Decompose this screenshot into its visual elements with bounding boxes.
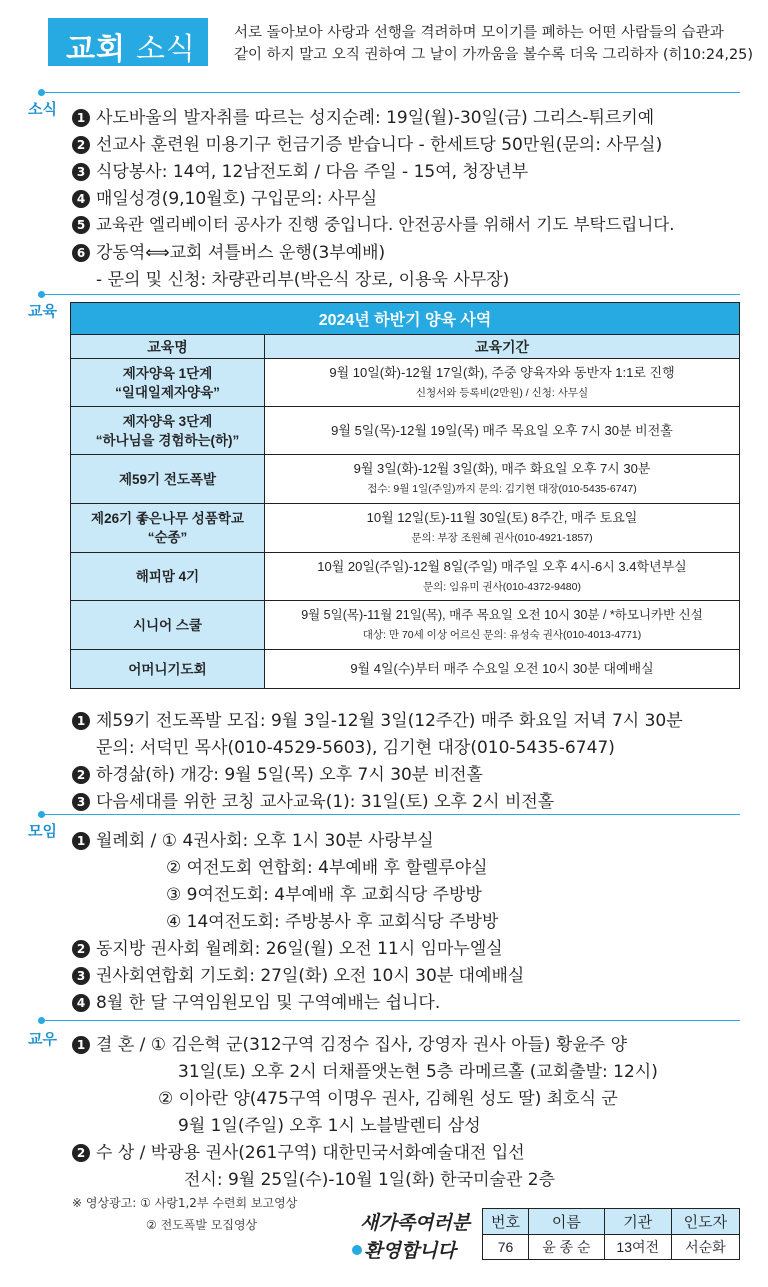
number-badge: 1 [72, 109, 90, 127]
column-header: 번호 [483, 1209, 529, 1235]
course-period [265, 407, 740, 455]
column-header: 인도자 [671, 1209, 739, 1235]
course-period-line: 9월 5일(목)-12월 19일(목) 매주 목요일 오후 7시 30분 비전홀 [331, 422, 673, 438]
course-name-line: 해피맘 4기 [135, 569, 200, 584]
number-badge: 3 [72, 163, 90, 181]
table-row [71, 504, 740, 553]
meeting-item-text: 8월 한 달 구역임원모임 및 구역예배는 쉽니다. [96, 993, 441, 1013]
wedding-2-detail: 9월 1일(주일) 오후 1시 노블발렌티 삼성 [178, 1116, 481, 1136]
table-cell: 서순화 [671, 1235, 739, 1260]
section-divider [40, 1020, 740, 1021]
table-cell: 윤 종 순 [529, 1235, 605, 1260]
course-period-note: 문의: 부장 조원혜 권사(010-4921-1857) [411, 532, 593, 544]
heart-icon [352, 1245, 362, 1255]
number-badge: 6 [72, 244, 90, 262]
column-header: 이름 [529, 1209, 605, 1235]
course-name [71, 553, 265, 601]
news-item-text: 교육관 엘리베이터 공사가 진행 중입니다. 안전공사를 위해서 기도 부탁드립니다. [96, 215, 675, 234]
verse-line-2: 같이 하지 말고 오직 권하여 그 날이 가까움을 볼수록 더욱 그리하자 (히10:24,25) [234, 47, 754, 63]
table-row [71, 407, 740, 455]
meeting-item-2 [72, 934, 503, 959]
course-period [265, 504, 740, 553]
course-period-note: 대상: 만 70세 이상 어르신 문의: 유성숙 권사(010-4013-4771) [362, 629, 642, 641]
course-name-line: “순종” [147, 530, 188, 545]
news-item-2 [72, 130, 662, 155]
course-name-line: 제59기 전도폭발 [118, 471, 216, 487]
course-period-note: 신청서와 등록비(2만원) / 신청: 사무실 [415, 386, 589, 399]
wedding-1-detail: 31일(토) 오후 2시 더채플앳논현 5층 라메르홀 (교회출발: 12시) [178, 1062, 658, 1082]
table-row [483, 1235, 740, 1260]
course-period [265, 601, 740, 650]
wedding-1 [72, 1030, 627, 1055]
number-badge: 4 [72, 994, 90, 1012]
education-item-2 [72, 760, 483, 785]
news-item-text: 강동역⟺교회 셔틀버스 운행(3부예배) [96, 243, 386, 263]
table-row [71, 553, 740, 601]
news-item-6-sub: - 문의 및 신청: 차량관리부(박은식 장로, 이용욱 사무장) [96, 270, 510, 290]
course-name [71, 407, 265, 455]
newcomer-table [482, 1208, 740, 1260]
number-badge: 1 [72, 712, 90, 730]
meeting-item-text: 동지방 권사회 월례회: 26일(월) 오전 11시 임마누엘실 [96, 939, 503, 959]
section-label-education: 교육 [28, 302, 57, 320]
meeting-item-1-sub: ③ 9여전도회: 4부예배 후 교회식당 주방방 [166, 885, 482, 905]
verse-line-1: 서로 돌아보아 사랑과 선행을 격려하며 모이기를 폐하는 어떤 사람들의 습관과 [234, 25, 724, 41]
education-item-1-sub: 문의: 서덕민 목사(010-4529-5603), 김기현 대장(010-5435-6747) [96, 738, 615, 758]
award-text: 수 상 / 박광용 권사(261구역) 대한민국서화예술대전 입선 [96, 1143, 525, 1163]
meeting-item-4 [72, 988, 440, 1013]
course-period-note: 문의: 임유미 권사(010-4372-9480) [423, 580, 581, 593]
news-item-text: 식당봉사: 14여, 12남전도회 / 다음 주일 - 15여, 청장년부 [96, 162, 529, 182]
meeting-item-1-sub: ④ 14여전도회: 주방봉사 후 교회식당 주방방 [166, 912, 499, 932]
column-header: 기관 [604, 1209, 671, 1235]
section-label-fellowship: 교우 [28, 1030, 57, 1048]
number-badge: 1 [72, 1036, 90, 1054]
table-row [71, 601, 740, 650]
news-item-5 [72, 211, 674, 235]
course-period [265, 359, 740, 407]
section-divider [40, 294, 740, 295]
course-name-line: 제26기 좋은나무 성품학교 [91, 511, 244, 526]
column-header-period: 교육기간 [265, 335, 740, 359]
table-cell: 13여전 [604, 1235, 671, 1260]
course-name-line: 시니어 스쿨 [133, 617, 202, 633]
course-period-line: 9월 5일(목)-11월 21일(목), 매주 목요일 오전 10시 30분 / *하모니카반 신설 [301, 608, 703, 622]
course-period-line: 9월 10일(화)-12월 17일(화), 주중 양육자와 동반자 1:1로 진행 [329, 364, 675, 380]
number-badge: 5 [72, 216, 90, 234]
course-name-line: 제자양육 3단계 [122, 413, 213, 429]
news-item-3 [72, 157, 528, 182]
course-period [265, 455, 740, 504]
course-period [265, 650, 740, 689]
news-item-4 [72, 184, 377, 209]
news-item-6 [72, 238, 385, 263]
header-title-badge [48, 18, 208, 66]
wedding-text: 결 혼 / ① 김은혁 군(312구역 김정수 집사, 강영자 권사 아들) 황윤주 양 [96, 1035, 628, 1055]
number-badge: 2 [72, 1144, 90, 1162]
number-badge: 3 [72, 793, 90, 811]
number-badge: 4 [72, 190, 90, 208]
video-ad-note: ※ 영상광고: ① 사랑1,2부 수련회 보고영상 [72, 1196, 298, 1210]
course-name-line: “일대일제자양육” [115, 384, 220, 400]
table-row [71, 455, 740, 504]
meeting-item-text: 권사회연합회 기도회: 27일(화) 오전 10시 30분 대예배실 [96, 966, 525, 986]
news-item-1 [72, 103, 654, 128]
header-verse [234, 22, 754, 66]
education-item-3 [72, 787, 554, 812]
meeting-item-1-sub: ② 여전도회 연합회: 4부예배 후 할렐루야실 [166, 858, 488, 878]
number-badge: 2 [72, 136, 90, 154]
education-item-text: 제59기 전도폭발 모집: 9월 3일-12월 3일(12주간) 매주 화요일 저녁 7시 30분 [96, 711, 683, 731]
section-label-meetings: 모임 [28, 822, 57, 840]
section-label-news: 소식 [28, 100, 57, 118]
course-period-line: 9월 3일(화)-12월 3일(화), 매주 화요일 오후 7시 30분 [353, 461, 651, 476]
course-period-line: 10월 12일(토)-11월 30일(토) 8주간, 매주 토요일 [366, 510, 638, 525]
course-name-line: “하나님을 경험하는(하)” [95, 432, 240, 448]
course-name [71, 650, 265, 689]
welcome-text-2-label: 환영합니다 [364, 1240, 456, 1262]
wedding-2: ② 이아란 양(475구역 이명우 권사, 김혜원 성도 딸) 최호식 군 [158, 1089, 618, 1109]
news-item-text: 매일성경(9,10월호) 구입문의: 사무실 [96, 189, 378, 209]
column-header-name: 교육명 [71, 335, 265, 359]
course-name [71, 504, 265, 553]
meeting-item-3 [72, 961, 524, 986]
course-period-note: 접수: 9월 1일(주일)까지 문의: 김기현 대장(010-5435-6747) [367, 483, 637, 495]
course-name [71, 601, 265, 650]
education-table [70, 302, 740, 689]
education-item-1 [72, 706, 683, 731]
header-title-bold: 교회 [66, 32, 126, 67]
news-item-text: 선교사 훈련원 미용기구 헌금기증 받습니다 - 한세트당 50만원(문의: 사무실) [96, 135, 663, 155]
section-divider [40, 814, 740, 815]
course-name-line: 어머니기도회 [128, 661, 207, 677]
table-cell: 76 [483, 1235, 529, 1260]
header-title-light: 소식 [136, 32, 196, 67]
course-period-line: 10월 20일(주일)-12월 8일(주일) 매주일 오후 4시-6시 3.4학년부실 [317, 558, 687, 574]
meeting-item-1 [72, 826, 434, 851]
number-badge: 2 [72, 766, 90, 784]
course-period [265, 553, 740, 601]
education-table-title: 2024년 하반기 양육 사역 [71, 303, 740, 335]
number-badge: 1 [72, 832, 90, 850]
video-ad-note-2: ② 전도폭발 모집영상 [146, 1218, 258, 1232]
welcome-text-2 [352, 1236, 456, 1263]
education-item-text: 다음세대를 위한 코칭 교사교육(1): 31일(토) 오후 2시 비전홀 [96, 792, 555, 812]
number-badge: 2 [72, 940, 90, 958]
meeting-item-text: 월례회 / ① 4권사회: 오후 1시 30분 사랑부실 [96, 831, 434, 851]
table-row [71, 650, 740, 689]
education-item-text: 하경삶(하) 개강: 9월 5일(목) 오후 7시 30분 비전홀 [96, 765, 483, 785]
course-name [71, 359, 265, 407]
welcome-text-1: 새가족여러분 [360, 1212, 471, 1234]
award-detail: 전시: 9월 25일(수)-10월 1일(화) 한국미술관 2층 [184, 1170, 556, 1190]
course-name [71, 455, 265, 504]
news-item-text: 사도바울의 발자취를 따르는 성지순례: 19일(월)-30일(금) 그리스-튀르키예 [96, 108, 655, 128]
course-name-line: 제자양육 1단계 [122, 365, 213, 381]
number-badge: 3 [72, 967, 90, 985]
award [72, 1138, 525, 1163]
course-period-line: 9월 4일(수)부터 매주 수요일 오전 10시 30분 대예배실 [350, 661, 654, 676]
section-divider [40, 92, 740, 93]
table-row [71, 359, 740, 407]
